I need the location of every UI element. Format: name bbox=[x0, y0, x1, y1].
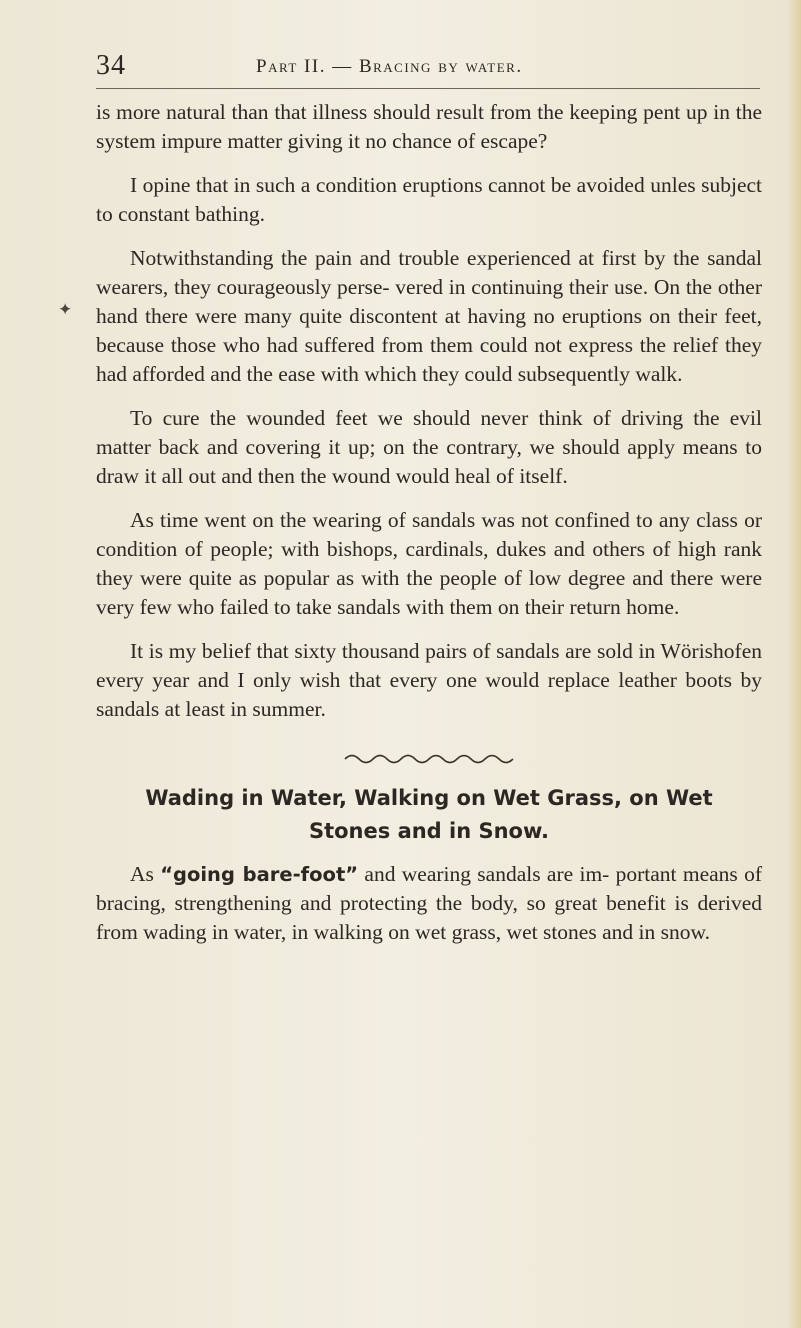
running-head: Part II. — Bracing by water. bbox=[256, 56, 523, 77]
page-number: 34 bbox=[96, 50, 126, 81]
ornamental-divider bbox=[343, 752, 515, 766]
section-paragraph-rest: and wearing sandals are im- portant means of bracing, strengthening and protecting the body, so great benefit is derived from wading in water, in walking on wet grass, wet stones and in snow. bbox=[96, 862, 762, 944]
section-paragraph-prefix: As bbox=[130, 862, 161, 886]
body-text bbox=[96, 98, 762, 962]
paragraph-1: is more natural than that illness should result from the keeping pent up in the system impure matter giving it no chance of escape? bbox=[96, 100, 762, 153]
section-heading-line-2: Stones and in Snow. bbox=[308, 819, 550, 843]
section-heading bbox=[96, 782, 762, 848]
paragraph-6: It is my belief that sixty thousand pairs of sandals are sold in Wörishofen every year and I only wish that every one would replace leather boots by sandals at least in summer. bbox=[96, 639, 762, 721]
paragraph-4: To cure the wounded feet we should never think of driving the evil matter back and covering it up; on the contrary, we should apply means to draw it all out and then the wound would heal of itself. bbox=[96, 406, 762, 488]
header-rule bbox=[96, 88, 760, 89]
paragraph-5: As time went on the wearing of sandals was not confined to any class or condition of people; with bishops, cardinals, dukes and others of high rank they were quite as popular as with the people of low degree and there were very few who failed to take sandals with them on their return home. bbox=[96, 508, 762, 619]
page-header bbox=[96, 50, 760, 90]
paragraph-3: Notwithstanding the pain and trouble experienced at first by the sandal wearers, they courageously perse- vered in continuing their use. On the other hand there were many quite discontent at having no eruptions on their feet, because those who had suffered from them could not express the relief they had afforded and the ease with which they could subsequently walk. bbox=[96, 246, 762, 386]
paragraph-2: I opine that in such a condition eruptions cannot be avoided unles subject to constant bathing. bbox=[96, 173, 762, 226]
section-paragraph bbox=[96, 860, 762, 947]
bold-phrase: “going bare-foot” bbox=[160, 863, 359, 886]
section-heading-line-1: Wading in Water, Walking on Wet Grass, on Wet bbox=[145, 786, 713, 810]
margin-mark: ✦ bbox=[58, 300, 73, 319]
page-edge bbox=[787, 0, 801, 1328]
